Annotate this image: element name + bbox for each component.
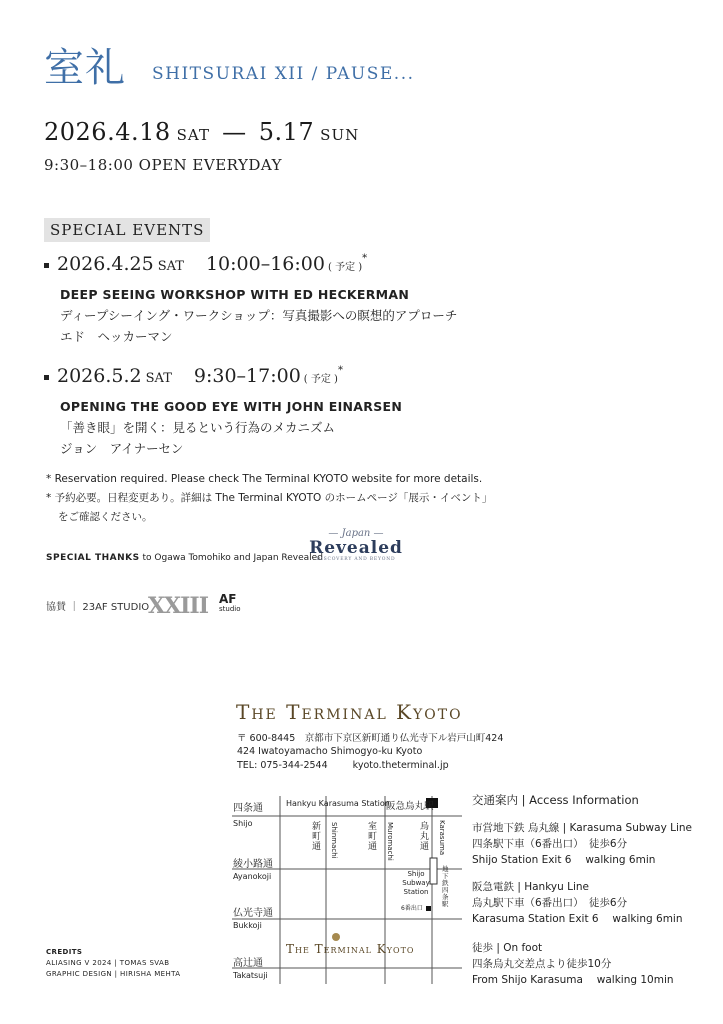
venue-name: The Terminal Kyoto (236, 700, 463, 724)
logo-sub-text: DISCOVERY AND BEYOND (316, 557, 396, 562)
event-day: SAT (145, 371, 172, 386)
date-start-day: SAT (176, 126, 210, 144)
access-heading: 交通案内 | Access Information (472, 793, 639, 807)
event-title-en: DEEP SEEING WORKSHOP WITH ED HECKERMAN (60, 287, 410, 302)
credits-line-1: ALIASING V 2024 | TOMAS SVAB (46, 959, 170, 967)
special-thanks-text: to Ogawa Tomohiko and Japan Revealed (139, 553, 323, 563)
date-end-day: SUN (320, 126, 360, 144)
map-label-bukkoji-en: Bukkoji (233, 921, 262, 930)
map-label-ayanokoji-jp: 綾小路通 (233, 859, 273, 870)
access-route-subway (472, 820, 692, 868)
event-date: 2026.5.2 (57, 365, 142, 387)
subway-exit-marker (426, 906, 431, 911)
date-separator: — (222, 118, 247, 146)
event-asterisk: * (337, 365, 343, 376)
route-line: 徒歩 | On foot (472, 942, 543, 954)
opening-hours: 9:30–18:00 OPEN EVERYDAY (44, 156, 283, 174)
map-label-shinmachi-jp: 新町通 (312, 822, 322, 852)
japan-revealed-logo (305, 528, 407, 580)
map-label-hankyu-en: Hankyu Karasuma Station (286, 799, 390, 808)
access-route-foot (472, 940, 674, 988)
address-english: 424 Iwatoyamacho Shimogyo-ku Kyoto (237, 746, 423, 757)
event-title-jp: ディープシーイング・ワークショップ：写真撮影への瞑想的アプローチ (60, 308, 458, 323)
title-english: SHITSURAI XII / PAUSE... (152, 64, 415, 84)
route-en: Karasuma Station Exit 6 walking 6min (472, 913, 683, 925)
map-label-shijo-jp: 四条通 (233, 803, 263, 814)
event-date: 2026.4.25 (57, 253, 154, 275)
map-label-shinmachi-en: Shinmachi (330, 822, 338, 859)
event-1-dateline (44, 253, 367, 275)
event-title-en: OPENING THE GOOD EYE WITH JOHN EINARSEN (60, 399, 403, 414)
event-title-jp: 「善き眼」を開く：見るという行為のメカニズム (60, 420, 336, 435)
venue-location-marker (332, 933, 340, 941)
credits (46, 947, 180, 980)
special-events-heading: SPECIAL EVENTS (44, 218, 210, 242)
date-end: 5.17 (258, 118, 315, 146)
map-label-muromachi-en: Muromachi (386, 822, 394, 861)
sponsor-logo-af (219, 594, 241, 614)
map-label-karasuma-jp: 烏丸通 (420, 822, 430, 852)
event-2-dateline (44, 365, 343, 387)
logo-top-text: — Japan — (328, 528, 384, 539)
route-en: From Shijo Karasuma walking 10min (472, 974, 674, 986)
credits-heading: CREDITS (46, 948, 83, 956)
map-label-bukkoji-jp: 仏光寺通 (233, 908, 273, 919)
exhibition-dates (44, 118, 359, 146)
map-label-subway-line: 地下鉄四条駅 (442, 865, 449, 908)
website-link[interactable]: kyoto.theterminal.jp (352, 760, 449, 771)
route-line: 阪急電鉄 | Hankyu Line (472, 881, 589, 893)
bullet-icon (44, 263, 49, 268)
logo-af-text: AF (219, 592, 237, 606)
bullet-icon (44, 375, 49, 380)
event-time: 10:00–16:00 (205, 253, 325, 275)
sponsor-label: 協賛 ｜ 23AF STUDIO (46, 602, 150, 613)
route-jp: 四条駅下車（6番出口） 徒歩6分 (472, 838, 628, 850)
event-host-jp: ジョン アイナーセン (60, 441, 184, 456)
event-tentative: ( 予定 ) (303, 374, 338, 385)
logo-studio-text: studio (219, 605, 241, 613)
map-label-ayanokoji-en: Ayanokoji (233, 872, 272, 881)
route-jp: 四条烏丸交差点より徒歩10分 (472, 958, 612, 970)
map-label-karasuma-en: Karasuma (438, 820, 446, 856)
address-japanese: 〒 600-8445 京都市下京区新町通り仏光寺下ル岩戸山町424 (237, 733, 504, 744)
note-japanese-line2: をご確認ください。 (58, 511, 153, 523)
event-tentative: ( 予定 ) (327, 262, 363, 273)
route-en: Shijo Station Exit 6 walking 6min (472, 854, 656, 866)
logo-main-text: Revealed (309, 538, 403, 558)
event-day: SAT (157, 259, 184, 274)
special-thanks (46, 553, 323, 563)
note-japanese-line1: * 予約必要。日程変更あり。詳細は The Terminal KYOTO のホームページ「展示・イベント」 (46, 492, 493, 504)
special-thanks-label: SPECIAL THANKS (46, 553, 140, 563)
event-asterisk: * (362, 253, 368, 264)
access-route-hankyu (472, 879, 683, 927)
event-1-details (60, 284, 457, 347)
event-time: 9:30–17:00 (193, 365, 301, 387)
credits-line-2: GRAPHIC DESIGN | HIRISHA MEHTA (46, 970, 181, 978)
event-host-jp: エド ヘッカーマン (60, 329, 173, 344)
note-english: * Reservation required. Please check The Terminal KYOTO website for more details. (46, 473, 483, 485)
event-2-details (60, 396, 402, 459)
sponsor-logo-numeral: XXIII (148, 593, 209, 619)
map-label-takatsuji-en: Takatsuji (233, 971, 268, 980)
map-label-hankyu-jp: 阪急烏丸駅 (386, 801, 434, 812)
route-jp: 烏丸駅下車（6番出口） 徒歩6分 (472, 897, 628, 909)
venue-contact (237, 760, 449, 771)
title-japanese: 室礼 (44, 45, 126, 91)
map-venue-label: The Terminal Kyoto (286, 942, 415, 956)
date-start: 2026.4.18 (44, 118, 171, 146)
route-line: 市営地下鉄 烏丸線 | Karasuma Subway Line (472, 822, 693, 834)
map-label-subway-station: Shijo Subway Station (402, 870, 430, 896)
map-label-shijo-en: Shijo (233, 819, 253, 828)
map-label-subway-exit: 6番出口 (401, 905, 423, 912)
telephone: TEL: 075-344-2544 (237, 760, 328, 771)
map-label-takatsuji-jp: 高辻通 (233, 958, 263, 969)
map-label-muromachi-jp: 室町通 (368, 822, 378, 852)
